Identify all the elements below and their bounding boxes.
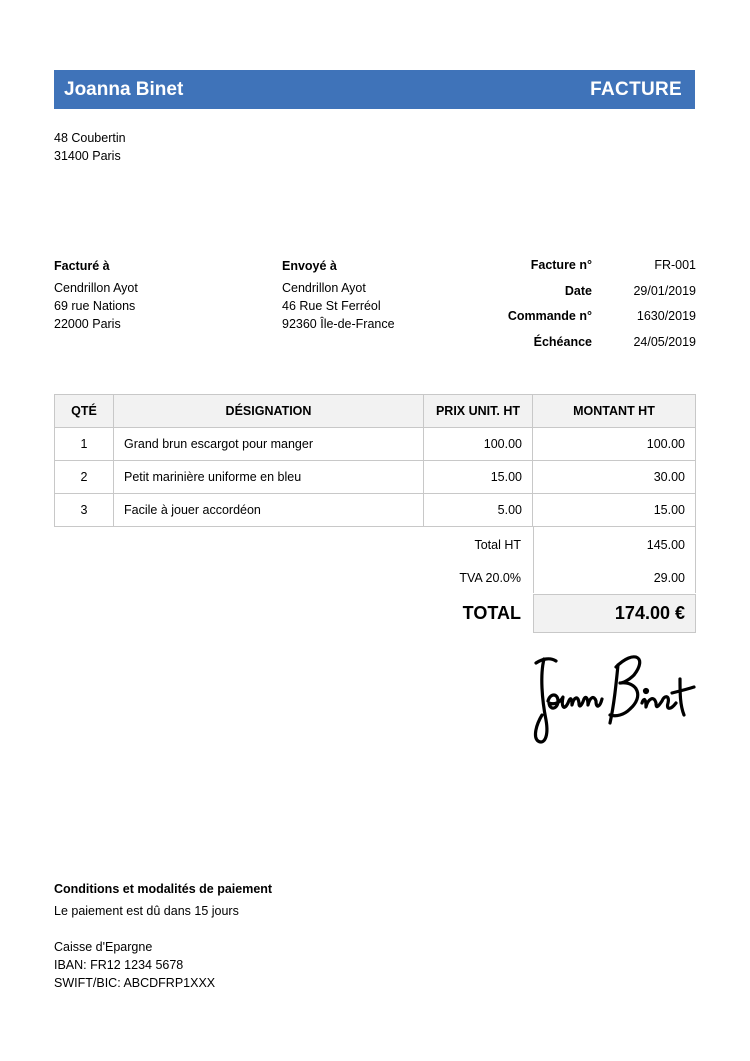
due-date-label: Échéance (533, 334, 592, 349)
meta-row (470, 335, 696, 361)
bank-iban: IBAN: FR12 1234 5678 (54, 958, 184, 972)
invoice-number-label: Facture n° (530, 258, 592, 272)
invoice-date-value: 29/01/2019 (633, 283, 696, 298)
invoice-date-label: Date (564, 283, 592, 298)
seller-address (54, 129, 126, 165)
payment-terms-title: Conditions et modalités de paiement (54, 882, 273, 896)
billed-to-line: 22000 Paris (54, 317, 121, 331)
row-amount: 100.00 (533, 428, 696, 461)
seller-name: Joanna Binet (64, 79, 184, 100)
row-unit-price: 15.00 (424, 461, 533, 494)
subtotal-value: 145.00 (646, 538, 685, 552)
row-unit-price: 100.00 (424, 428, 533, 461)
column-header-qty: QTÉ (55, 395, 114, 428)
seller-address-line: 31400 Paris (54, 149, 121, 163)
subtotal-label: Total HT (474, 538, 521, 552)
billed-to-block (54, 257, 138, 333)
row-qty: 1 (55, 428, 114, 461)
tax-value: 29.00 (653, 571, 685, 585)
shipped-to-line: Cendrillon Ayot (282, 281, 366, 295)
table-row (55, 428, 696, 461)
table-row (55, 494, 696, 527)
billed-to-line: 69 rue Nations (54, 299, 136, 313)
meta-row (470, 284, 696, 310)
table-row (55, 461, 696, 494)
seller-address-line: 48 Coubertin (54, 131, 126, 145)
column-header-amount: MONTANT HT (533, 395, 696, 428)
shipped-to-line: 46 Rue St Ferréol (282, 299, 381, 313)
invoice-number-value: FR-001 (654, 258, 696, 272)
signature-image (530, 645, 700, 750)
invoice-meta (470, 258, 696, 360)
billed-to-line: Cendrillon Ayot (54, 281, 138, 295)
payment-terms-block (54, 880, 272, 920)
bank-details (54, 938, 215, 992)
meta-row (470, 258, 696, 284)
row-designation: Grand brun escargot pour manger (114, 428, 424, 461)
invoice-header (54, 70, 695, 109)
column-header-unit-price: PRIX UNIT. HT (424, 395, 533, 428)
payment-terms-text: Le paiement est dû dans 15 jours (54, 904, 239, 918)
table-header-row (55, 395, 696, 428)
billed-to-title: Facturé à (54, 259, 110, 273)
document-type: FACTURE (590, 79, 682, 100)
row-qty: 3 (55, 494, 114, 527)
row-designation: Facile à jouer accordéon (114, 494, 424, 527)
due-date-value: 24/05/2019 (633, 334, 696, 349)
tax-label: TVA 20.0% (459, 571, 521, 585)
order-number-value: 1630/2019 (636, 309, 696, 323)
row-amount: 15.00 (533, 494, 696, 527)
bank-swift: SWIFT/BIC: ABCDFRP1XXX (54, 976, 216, 990)
items-table (54, 394, 696, 527)
shipped-to-title: Envoyé à (282, 259, 337, 273)
row-amount: 30.00 (533, 461, 696, 494)
column-header-designation: DÉSIGNATION (114, 395, 424, 428)
row-qty: 2 (55, 461, 114, 494)
shipped-to-line: 92360 Île-de-France (282, 317, 395, 331)
shipped-to-block (282, 257, 395, 333)
row-designation: Petit marinière uniforme en bleu (114, 461, 424, 494)
row-unit-price: 5.00 (424, 494, 533, 527)
grand-total-value: 174.00 € (614, 603, 685, 623)
grand-total-label: TOTAL (462, 603, 521, 623)
meta-row (470, 309, 696, 335)
order-number-label: Commande n° (507, 309, 592, 323)
bank-name: Caisse d'Epargne (54, 940, 153, 954)
